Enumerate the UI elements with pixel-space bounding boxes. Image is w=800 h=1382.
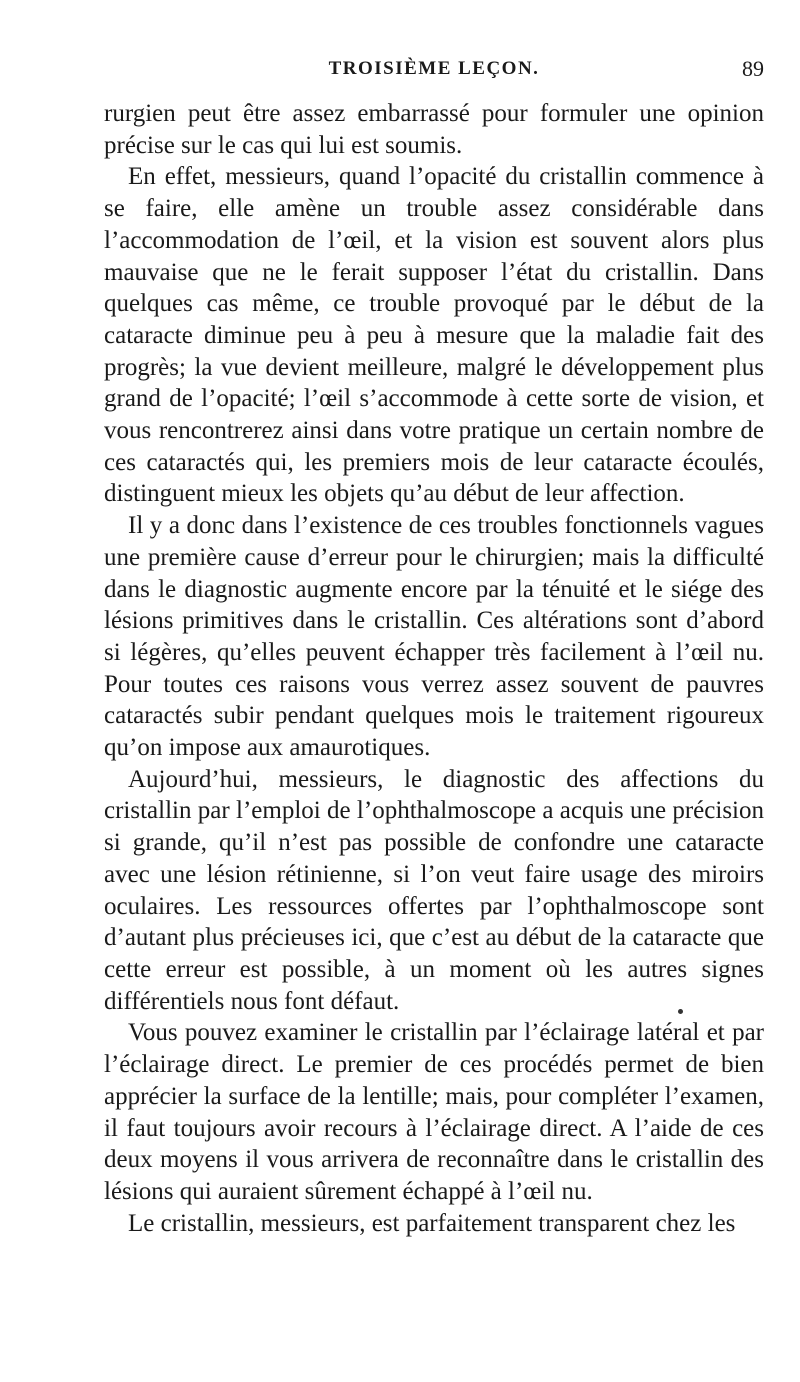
running-title: TROISIÈME LEÇON.: [328, 58, 540, 79]
ink-speck: [678, 1009, 683, 1014]
running-head: [104, 58, 764, 88]
paragraph-last-line: Le cristallin, messieurs, est parfaitement transparent chez les: [128, 1209, 736, 1237]
body-text: [104, 98, 764, 1239]
paragraph: Vous pouvez examiner le cristallin par l’éclairage latéral et par l’éclairage direct. Le premier de ces procédés permet de bien apprécier la surface de la lentille; mais, pour compléter l’examen, il faut toujours avoir recours à l’éclairage direct. A l’aide de ces deux moyens il vous arrivera de reconnaître dans le cristallin des lésions qui auraient sûrement échappé à l’œil nu.: [104, 1019, 764, 1205]
paragraph: En effet, messieurs, quand l’opacité du cristallin commence à se faire, elle amène un trouble assez considérable dans l’accommodation de l’œil, et la vision est souvent alors plus mauvaise que ne le ferait supposer l’état du cristallin. Dans quelques cas même, ce trouble provoqué par le début de la cataracte diminue peu à peu à mesure que la maladie fait des progrès; la vue devient meilleure, malgré le développement plus grand de l’opacité; l’œil s’accommode à cette sorte de vision, et vous rencontrerez ainsi dans votre pratique un certain nombre de ces cataractés qui, les premiers mois de leur cataracte écoulés, distinguent mieux les objets qu’au début de leur affection.: [104, 163, 764, 508]
paragraph: Il y a donc dans l’existence de ces troubles fonctionnels vagues une première cause d’erreur pour le chirurgien; mais la difficulté dans le diagnostic augmente encore par la ténuité et le siége des lésions primitives dans le cristallin. Ces altérations sont d’abord si légères, qu’elles peuvent échapper très facilement à l’œil nu. Pour toutes ces raisons vous verrez assez souvent de pauvres cataractés subir pendant quelques mois le traitement rigoureux qu’on impose aux amaurotiques.: [104, 512, 764, 762]
page-number: 89: [742, 56, 764, 81]
paragraph: Aujourd’hui, messieurs, le diagnostic des affections du cristallin par l’emploi de l’ophthalmoscope a acquis une précision si grande, qu’il n’est pas possible de confondre une cataracte avec une lésion rétinienne, si l’on veut faire usage des miroirs oculaires. Les ressources offertes par l’ophthalmoscope sont d’autant plus précieuses ici, que c’est au début de la cataracte que cette erreur est possible, à un moment où les autres signes différentiels nous font défaut.: [104, 765, 764, 1015]
paragraph-continued: rurgien peut être assez embarrassé pour formuler une opinion précise sur le cas qui lui est soumis.: [104, 100, 764, 159]
